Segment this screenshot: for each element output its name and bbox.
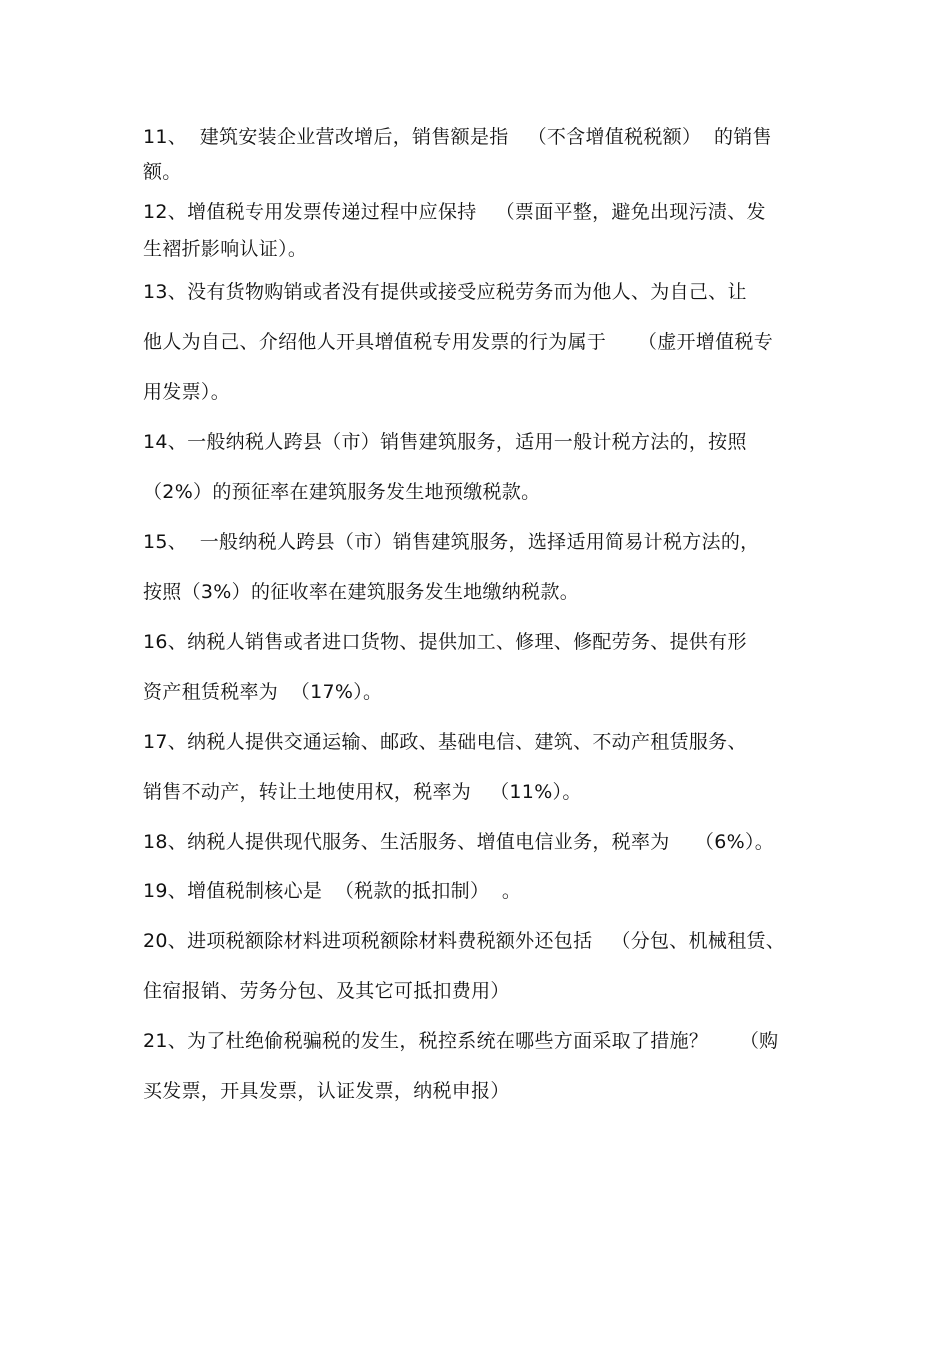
question-line: 11、 建筑安装企业营改增后，销售额是指 （不含增值税税额） 的销售 (143, 126, 772, 148)
question-line: 资产租赁税率为 （17%）。 (143, 681, 383, 703)
question-line: 他人为自己、介绍他人开具增值税专用发票的行为属于 （虚开增值税专 (143, 331, 773, 353)
question-line: 销售不动产，转让土地使用权，税率为 （11%）。 (143, 781, 582, 803)
question-line: 13、没有货物购销或者没有提供或接受应税劳务而为他人、为自己、让 (143, 281, 747, 303)
question-line: 17、纳税人提供交通运输、邮政、基础电信、建筑、不动产租赁服务、 (143, 731, 747, 753)
question-line: 21、为了杜绝偷税骗税的发生，税控系统在哪些方面采取了措施？ （购 (143, 1030, 779, 1052)
question-line: 按照（3%）的征收率在建筑服务发生地缴纳税款。 (143, 581, 580, 603)
question-line: 15、 一般纳税人跨县（市）销售建筑服务，选择适用简易计税方法的， (143, 531, 760, 553)
question-line: （2%）的预征率在建筑服务发生地预缴税款。 (143, 481, 541, 503)
question-line: 额。 (143, 161, 182, 183)
question-line: 用发票）。 (143, 381, 231, 403)
question-line: 住宿报销、劳务分包、及其它可抵扣费用） (143, 980, 510, 1002)
question-line: 生褶折影响认证）。 (143, 238, 308, 260)
question-line: 12、增值税专用发票传递过程中应保持 （票面平整，避免出现污渍、发 (143, 201, 766, 223)
question-line: 14、一般纳税人跨县（市）销售建筑服务，适用一般计税方法的，按照 (143, 431, 747, 453)
question-line: 20、进项税额除材料进项税额除材料费税额外还包括 （分包、机械租赁、 (143, 930, 786, 952)
question-line: 19、增值税制核心是 （税款的抵扣制） 。 (143, 880, 522, 902)
question-line: 买发票，开具发票，认证发票，纳税申报） (143, 1080, 510, 1102)
question-line: 16、纳税人销售或者进口货物、提供加工、修理、修配劳务、提供有形 (143, 631, 747, 653)
question-line: 18、纳税人提供现代服务、生活服务、增值电信业务，税率为 （6%）。 (143, 831, 775, 853)
